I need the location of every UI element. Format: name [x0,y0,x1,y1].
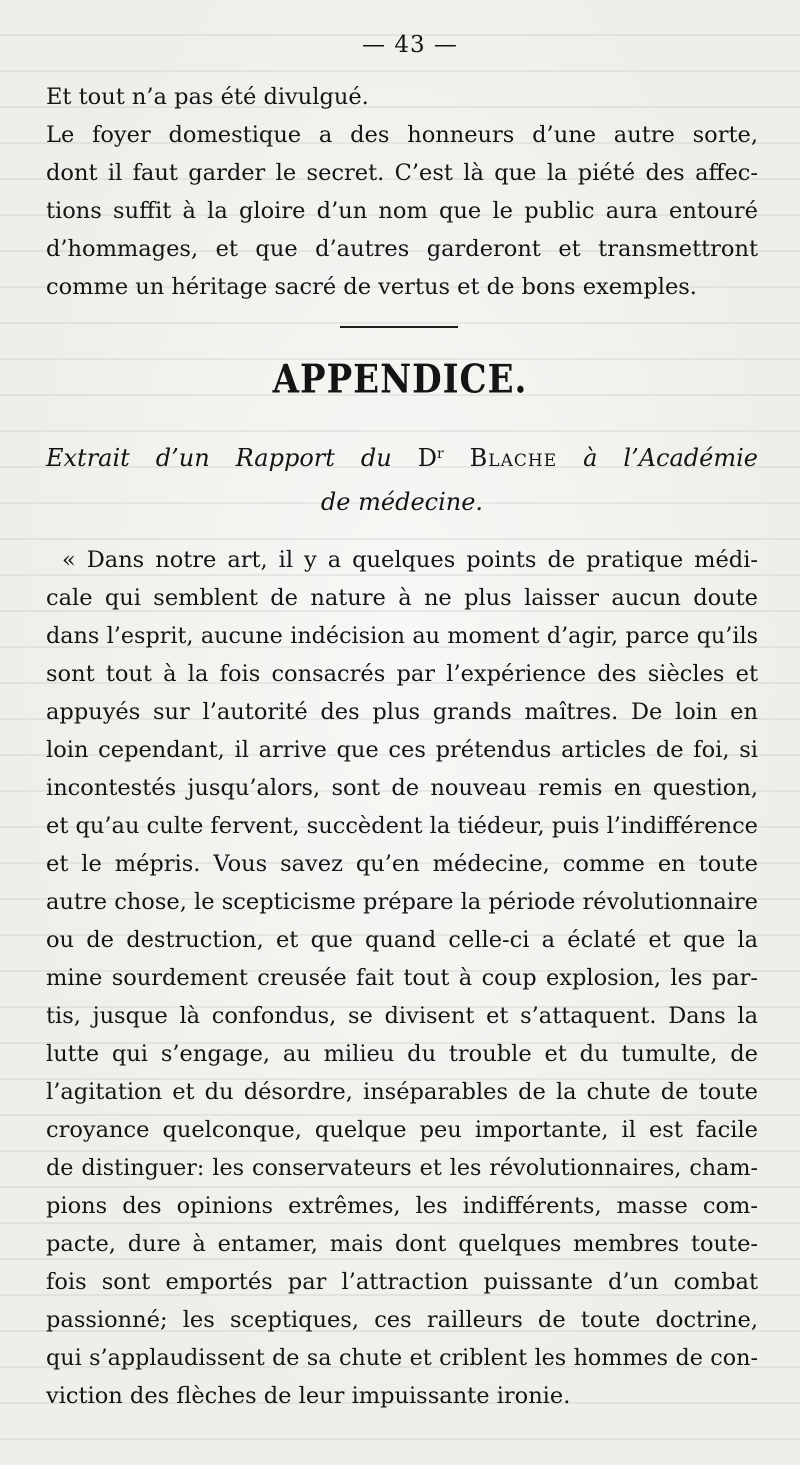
text-line: lutte qui s’engage, au milieu du trouble et du tumulte, de [46,1041,758,1067]
extract-title-line-1 [46,432,758,480]
text-line: mine sourdement creusée fait tout à coup explosion, les par- [46,965,758,991]
text-line: croyance quelconque, quelque peu importante, il est facile [46,1117,758,1143]
text-line: fois sont emportés par l’attraction puissante d’un combat [46,1269,758,1295]
text-line: sont tout à la fois consacrés par l’expérience des siècles et [46,661,758,687]
text-line: autre chose, le scepticisme prépare la période révolutionnaire [46,889,758,915]
text-line: passionné; les sceptiques, ces railleurs de toute doctrine, [46,1307,758,1333]
text-line: tis, jusque là confondus, se divisent et s’attaquent. Dans la [46,1003,758,1029]
text-line: dont il faut garder le secret. C’est là que la piété des affec- [46,160,758,186]
quoted-report-body [46,541,758,1415]
extract-title-line-2: de médecine. [320,488,484,516]
text-line: cale qui semblent de nature à ne plus laisser aucun doute [46,585,758,611]
text-line: dans l’esprit, aucune indécision au moment d’agir, parce qu’ils [46,623,758,649]
text-line: pacte, dure à entamer, mais dont quelques membres toute- [46,1231,758,1257]
text-line: ou de destruction, et que quand celle-ci a éclaté et que la [46,927,758,953]
extract-title [46,432,758,524]
page-number: — 43 — [362,32,458,58]
text-line: viction des flèches de leur impuissante ironie. [46,1383,571,1409]
text-line: « Dans notre art, il y a quelques points de pratique médi- [62,547,758,573]
text-line: qui s’applaudissent de sa chute et criblent les hommes de con- [46,1345,758,1371]
text-line: Le foyer domestique a des honneurs d’une autre sorte, [46,122,758,148]
text-line: l’agitation et du désordre, inséparables de la chute de toute [46,1079,758,1105]
author-name: Blache [469,444,558,472]
text-line: Et tout n’a pas été divulgué. [46,84,369,110]
text-line: tions suffit à la gloire d’un nom que le public aura entouré [46,198,758,224]
extract-title-post: à l’Académie [583,444,759,472]
text-line: loin cependant, il arrive que ces prétendus articles de foi, si [46,737,758,763]
text-line: et le mépris. Vous savez qu’en médecine, comme en toute [46,851,758,877]
text-line: pions des opinions extrêmes, les indifférents, masse com- [46,1193,758,1219]
text-line: d’hommages, et que d’autres garderont et transmettront [46,236,758,262]
doctor-abbrev [418,444,444,472]
text-line: comme un héritage sacré de vertus et de bons exemples. [46,274,697,300]
extract-title-pre: Extrait d’un Rapport du [46,444,392,472]
doctor-letter: D [417,444,437,472]
text-line: de distinguer: les conservateurs et les révolutionnaires, cham- [46,1155,758,1181]
section-heading: APPENDICE. [272,357,528,403]
text-line: appuyés sur l’autorité des plus grands maîtres. De loin en [46,699,758,725]
doctor-superscript: r [436,446,444,462]
top-paragraph [46,78,758,306]
text-line: et qu’au culte fervent, succèdent la tiédeur, puis l’indifférence [46,813,758,839]
text-line: incontestés jusqu’alors, sont de nouveau remis en question, [46,775,758,801]
section-divider [340,326,458,328]
